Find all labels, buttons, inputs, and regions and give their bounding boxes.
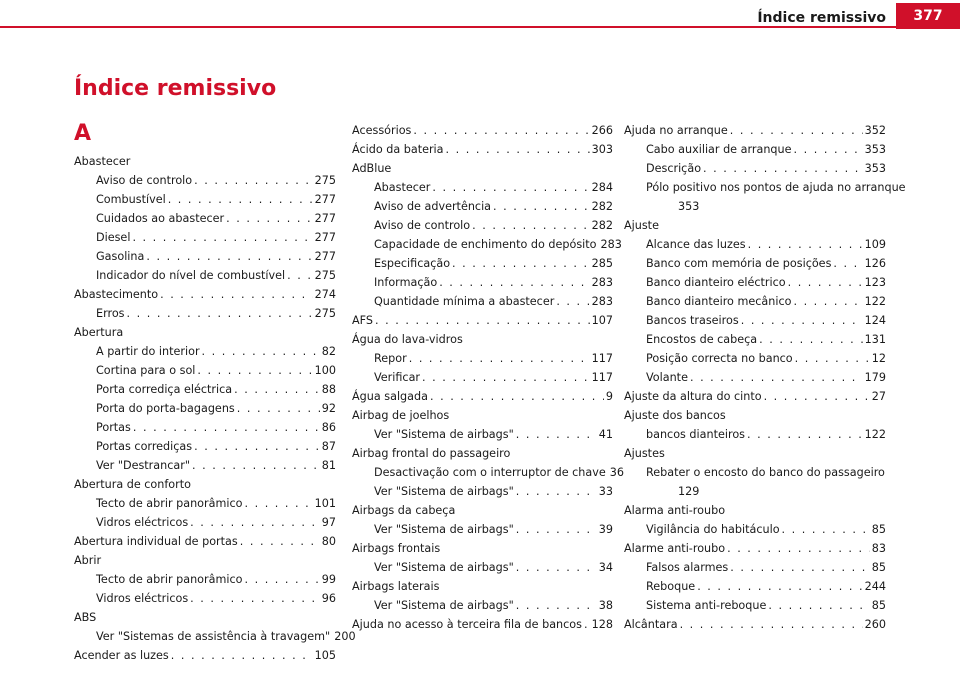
entry-text: Portas <box>96 421 131 434</box>
entry-page: 122 <box>864 428 886 441</box>
dot-leader <box>375 311 590 330</box>
entry-text: Ajuda no acesso à terceira fila de bancos <box>352 618 582 631</box>
entry-page: 33 <box>598 485 613 498</box>
dot-leader <box>202 342 320 361</box>
dot-leader <box>422 368 590 387</box>
entry-text: Encostos de cabeça <box>646 333 758 346</box>
entry-page: 124 <box>864 314 886 327</box>
entry-heading: Abastecer <box>74 155 131 168</box>
entry-text: Porta do porta-bagagens <box>96 402 235 415</box>
dot-leader <box>759 330 863 349</box>
dot-leader <box>190 513 320 532</box>
sub-entry <box>624 311 886 330</box>
sub-entry <box>352 349 613 368</box>
entry-text: Desactivação com o interruptor de chave <box>374 466 606 479</box>
sub-entry <box>352 596 613 615</box>
entry-text: Alarme anti-roubo <box>624 542 726 555</box>
sub-entry <box>352 254 613 273</box>
entry-page: 85 <box>871 599 886 612</box>
dot-leader <box>833 254 862 273</box>
entry-text: Banco dianteiro eléctrico <box>646 276 786 289</box>
sub-entry <box>74 513 336 532</box>
sub-entry <box>74 361 336 380</box>
entry-text: Indicador do nível de combustível <box>96 269 286 282</box>
entry-page: 352 <box>864 124 886 137</box>
dot-leader <box>146 247 312 266</box>
index-entry <box>352 539 613 577</box>
entry-text: Banco com memória de posições <box>646 257 832 270</box>
entry-page: 275 <box>314 174 336 187</box>
entry-text: Vigilância do habitáculo <box>646 523 780 536</box>
dot-leader <box>133 418 320 437</box>
entry-page: 129 <box>678 485 700 498</box>
entry-text: Ver "Sistema de airbags" <box>374 428 514 441</box>
entry-page: 282 <box>591 219 613 232</box>
dot-leader <box>171 646 313 665</box>
dot-leader <box>516 596 597 615</box>
index-entry <box>352 406 613 444</box>
entry-text: Ver "Destrancar" <box>96 459 190 472</box>
dot-leader <box>788 273 863 292</box>
entry-page: 117 <box>591 371 613 384</box>
dot-leader <box>192 456 320 475</box>
entry-page: 27 <box>871 390 886 403</box>
sub-entry <box>624 425 886 444</box>
sub-entry <box>352 425 613 444</box>
entry-heading: Água do lava-vidros <box>352 333 463 346</box>
entry-page: 285 <box>591 257 613 270</box>
index-entry <box>352 387 613 406</box>
entry-page: 283 <box>591 295 613 308</box>
entry-text: Aviso de advertência <box>374 200 492 213</box>
sub-entry <box>352 178 613 197</box>
entry-text: Ver "Sistema de airbags" <box>374 561 514 574</box>
entry-text: Reboque <box>646 580 696 593</box>
entry-line <box>624 121 886 140</box>
sub-entry <box>74 209 336 228</box>
sub-entry <box>74 304 336 323</box>
dot-leader <box>132 228 312 247</box>
entry-page: 82 <box>321 345 336 358</box>
dot-leader <box>127 304 313 323</box>
index-entry <box>624 406 886 444</box>
entry-page: 282 <box>591 200 613 213</box>
entry-page: 284 <box>591 181 613 194</box>
sub-entry <box>74 342 336 361</box>
sub-entry <box>74 247 336 266</box>
entry-text: Especificação <box>374 257 451 270</box>
entry-text: Sistema anti-reboque <box>646 599 767 612</box>
index-entry <box>624 444 886 501</box>
entry-text: Bancos traseiros <box>646 314 739 327</box>
sub-entry <box>352 463 625 482</box>
sub-entry <box>352 558 613 577</box>
index-entry <box>352 577 613 615</box>
sub-entry <box>74 627 356 646</box>
dot-leader <box>516 520 597 539</box>
letter-heading: A <box>74 121 92 146</box>
dot-leader <box>680 615 863 634</box>
entry-page: 83 <box>871 542 886 555</box>
sub-entry <box>74 380 336 399</box>
index-entry <box>352 159 622 311</box>
entry-page: 126 <box>864 257 886 270</box>
header-title: Índice remissivo <box>757 10 886 26</box>
dot-leader <box>244 570 319 589</box>
entry-text: Água salgada <box>352 390 428 403</box>
entry-line <box>74 646 336 665</box>
entry-text: Abertura individual de portas <box>74 535 238 548</box>
entry-page: 303 <box>591 143 613 156</box>
entry-heading: AdBlue <box>352 162 392 175</box>
dot-leader <box>430 387 604 406</box>
entry-heading: Alarma anti-roubo <box>624 504 726 517</box>
sub-entry <box>624 330 886 349</box>
dot-leader <box>794 140 863 159</box>
sub-entry <box>624 292 886 311</box>
entry-text: Cabo auxiliar de arranque <box>646 143 792 156</box>
dot-leader <box>747 425 863 444</box>
entry-line <box>352 121 613 140</box>
entry-heading: Abertura <box>74 326 124 339</box>
index-entry <box>74 152 336 285</box>
entry-page: 92 <box>321 402 336 415</box>
entry-page: 99 <box>321 573 336 586</box>
entry-text: Ácido da bateria <box>352 143 444 156</box>
dot-leader <box>793 292 862 311</box>
entry-line <box>352 387 613 406</box>
entry-page: 85 <box>871 523 886 536</box>
sub-entry <box>624 368 886 387</box>
dot-leader <box>516 558 597 577</box>
entry-page: 275 <box>314 307 336 320</box>
entry-page: 122 <box>864 295 886 308</box>
entry-text: Gasolina <box>96 250 145 263</box>
sub-entry <box>352 368 613 387</box>
entry-page: 39 <box>598 523 613 536</box>
index-entry <box>352 501 613 539</box>
entry-text: Ajuste da altura do cinto <box>624 390 762 403</box>
sub-entry <box>74 399 336 418</box>
entry-page: 86 <box>321 421 336 434</box>
dot-leader <box>197 361 312 380</box>
entry-heading: Abertura de conforto <box>74 478 191 491</box>
entry-text: Vidros eléctricos <box>96 592 189 605</box>
sub-entry <box>74 190 336 209</box>
sub-entry <box>624 463 886 501</box>
entry-line <box>624 615 886 634</box>
sub-entry <box>352 197 613 216</box>
entry-text: Acessórios <box>352 124 412 137</box>
sub-entry <box>624 159 886 178</box>
entry-page: 277 <box>314 250 336 263</box>
entry-text: Abastecimento <box>74 288 159 301</box>
index-entry <box>624 216 886 387</box>
entry-page: 200 <box>334 630 356 643</box>
entry-text: Pólo positivo nos pontos de ajuda no arranque <box>646 181 906 194</box>
dot-leader <box>446 140 590 159</box>
entry-text: Ajuda no arranque <box>624 124 728 137</box>
dot-leader <box>493 197 590 216</box>
entry-text: Combustível <box>96 193 166 206</box>
sub-entry <box>74 171 336 190</box>
entry-page: 85 <box>871 561 886 574</box>
entry-line <box>624 539 886 558</box>
sub-entry <box>352 482 613 501</box>
dot-leader <box>764 387 870 406</box>
entry-page: 275 <box>314 269 336 282</box>
entry-page: 117 <box>591 352 613 365</box>
sub-entry <box>624 254 886 273</box>
dot-leader <box>516 425 597 444</box>
entry-text: Verificar <box>374 371 421 384</box>
entry-heading: Airbags laterais <box>352 580 440 593</box>
index-entry <box>352 140 613 159</box>
index-entry <box>352 330 613 387</box>
entry-text: Cuidados ao abastecer <box>96 212 225 225</box>
dot-leader <box>234 380 320 399</box>
entry-text: Abastecer <box>374 181 431 194</box>
entry-page: 131 <box>864 333 886 346</box>
entry-line <box>352 311 613 330</box>
index-entry <box>624 501 886 539</box>
entry-text: A partir do interior <box>96 345 200 358</box>
sub-entry <box>624 235 886 254</box>
entry-text: Alcântara <box>624 618 678 631</box>
sub-entry <box>624 178 906 216</box>
entry-page: 96 <box>321 592 336 605</box>
entry-page: 81 <box>321 459 336 472</box>
index-entry <box>74 608 356 646</box>
dot-leader <box>703 159 863 178</box>
entry-page: 123 <box>864 276 886 289</box>
index-entry <box>74 285 336 323</box>
entry-page: 277 <box>314 193 336 206</box>
entry-page: 283 <box>591 276 613 289</box>
sub-entry <box>74 456 336 475</box>
entry-page: 128 <box>591 618 613 631</box>
index-entry <box>352 444 625 501</box>
entry-page: 36 <box>609 466 625 479</box>
entry-text: Porta corrediça eléctrica <box>96 383 233 396</box>
entry-page: 353 <box>864 162 886 175</box>
entry-page: 9 <box>605 390 613 403</box>
dot-leader <box>240 532 320 551</box>
sub-entry <box>352 292 613 311</box>
entry-text: Cortina para o sol <box>96 364 196 377</box>
entry-heading: Airbag de joelhos <box>352 409 450 422</box>
dot-leader <box>690 368 863 387</box>
entry-heading: Abrir <box>74 554 102 567</box>
entry-line <box>74 532 336 551</box>
entry-heading: Ajustes <box>624 447 665 460</box>
entry-text: Aviso de controlo <box>374 219 471 232</box>
entry-text: Descrição <box>646 162 702 175</box>
entry-page: 277 <box>314 231 336 244</box>
entry-page: 97 <box>321 516 336 529</box>
dot-leader <box>226 209 313 228</box>
entry-page: 277 <box>314 212 336 225</box>
entry-heading: Ajuste <box>624 219 659 232</box>
entry-page: 244 <box>864 580 886 593</box>
dot-leader <box>194 171 313 190</box>
dot-leader <box>748 235 863 254</box>
sub-entry <box>624 273 886 292</box>
index-entry <box>624 615 886 634</box>
entry-text: Quantidade mínima a abastecer <box>374 295 555 308</box>
entry-text: Ver "Sistema de airbags" <box>374 599 514 612</box>
sub-entry <box>74 266 336 285</box>
entry-page: 41 <box>598 428 613 441</box>
entry-heading: Airbags da cabeça <box>352 504 456 517</box>
index-entry <box>624 387 886 406</box>
entry-heading: Airbags frontais <box>352 542 441 555</box>
entry-text: Informação <box>374 276 438 289</box>
dot-leader <box>413 121 589 140</box>
sub-entry <box>624 140 886 159</box>
entry-text: Volante <box>646 371 688 384</box>
index-entry <box>74 646 336 665</box>
entry-page: 353 <box>678 200 700 213</box>
dot-leader <box>168 190 313 209</box>
sub-entry <box>624 349 886 368</box>
dot-leader <box>768 596 869 615</box>
entry-text: Falsos alarmes <box>646 561 729 574</box>
entry-text: AFS <box>352 314 373 327</box>
index-entry <box>352 121 613 140</box>
entry-text: Vidros eléctricos <box>96 516 189 529</box>
entry-text: Banco dianteiro mecânico <box>646 295 792 308</box>
entry-text: bancos dianteiros <box>646 428 745 441</box>
entry-text: Ver "Sistemas de assistência à travagem" <box>96 630 331 643</box>
sub-entry <box>352 216 613 235</box>
index-entry <box>74 475 336 532</box>
index-entry <box>352 615 613 634</box>
index-entry <box>352 311 613 330</box>
dot-leader <box>244 494 312 513</box>
entry-text: Diesel <box>96 231 131 244</box>
sub-entry <box>74 589 336 608</box>
dot-leader <box>160 285 313 304</box>
index-entry <box>624 121 906 216</box>
entry-page: 80 <box>321 535 336 548</box>
entry-text: Aviso de controlo <box>96 174 193 187</box>
dot-leader <box>194 437 320 456</box>
entry-text: Tecto de abrir panorâmico <box>96 497 243 510</box>
entry-heading: ABS <box>74 611 97 624</box>
sub-entry <box>74 228 336 247</box>
dot-leader <box>409 349 590 368</box>
entry-heading: Ajuste dos bancos <box>624 409 726 422</box>
entry-line <box>352 615 613 634</box>
entry-page: 353 <box>864 143 886 156</box>
entry-page: 179 <box>864 371 886 384</box>
entry-page: 109 <box>864 238 886 251</box>
entry-page: 38 <box>598 599 613 612</box>
sub-entry <box>624 520 886 539</box>
entry-line <box>624 387 886 406</box>
dot-leader <box>727 539 870 558</box>
entry-text: Ver "Sistema de airbags" <box>374 485 514 498</box>
sub-entry <box>74 494 336 513</box>
entry-page: 105 <box>314 649 336 662</box>
dot-leader <box>287 266 313 285</box>
sub-entry <box>624 577 886 596</box>
dot-leader <box>432 178 589 197</box>
index-entry <box>74 532 336 551</box>
dot-leader <box>584 615 590 634</box>
entry-text: Ver "Sistema de airbags" <box>374 523 514 536</box>
index-entry <box>74 323 336 475</box>
entry-page: 266 <box>591 124 613 137</box>
dot-leader <box>795 349 870 368</box>
entry-page: 34 <box>598 561 613 574</box>
page-heading: Índice remissivo <box>74 76 277 101</box>
entry-heading: Airbag frontal do passageiro <box>352 447 511 460</box>
entry-page: 100 <box>314 364 336 377</box>
entry-line <box>352 140 613 159</box>
sub-entry <box>624 558 886 577</box>
entry-text: Tecto de abrir panorâmico <box>96 573 243 586</box>
dot-leader <box>516 482 597 501</box>
entry-page: 88 <box>321 383 336 396</box>
entry-text: Repor <box>374 352 407 365</box>
sub-entry <box>74 418 336 437</box>
index-entry <box>74 551 336 608</box>
sub-entry <box>352 235 622 254</box>
sub-entry <box>74 437 336 456</box>
entry-text: Capacidade de enchimento do depósito <box>374 238 597 251</box>
sub-entry <box>74 570 336 589</box>
entry-page: 283 <box>600 238 622 251</box>
entry-page: 12 <box>871 352 886 365</box>
dot-leader <box>190 589 320 608</box>
page-number-badge: 377 <box>896 3 960 29</box>
entry-text: Erros <box>96 307 125 320</box>
dot-leader <box>472 216 590 235</box>
sub-entry <box>624 596 886 615</box>
dot-leader <box>730 558 869 577</box>
entry-text: Portas corrediças <box>96 440 193 453</box>
entry-text: Rebater o encosto do banco do passageiro <box>646 466 885 479</box>
index-entry <box>624 539 886 615</box>
entry-text: Alcance das luzes <box>646 238 746 251</box>
index-column-3 <box>624 121 906 634</box>
dot-leader <box>439 273 589 292</box>
dot-leader <box>237 399 320 418</box>
dot-leader <box>730 121 863 140</box>
dot-leader <box>452 254 590 273</box>
entry-page: 107 <box>591 314 613 327</box>
entry-line <box>74 285 336 304</box>
entry-text: Acender as luzes <box>74 649 169 662</box>
dot-leader <box>741 311 863 330</box>
dot-leader <box>697 577 862 596</box>
header-rule <box>0 26 896 28</box>
dot-leader <box>556 292 589 311</box>
entry-page: 274 <box>314 288 336 301</box>
entry-page: 87 <box>321 440 336 453</box>
entry-page: 260 <box>864 618 886 631</box>
sub-entry <box>352 520 613 539</box>
index-column-1 <box>74 152 356 665</box>
dot-leader <box>782 520 870 539</box>
sub-entry <box>352 273 613 292</box>
entry-text: Posição correcta no banco <box>646 352 793 365</box>
entry-page: 101 <box>314 497 336 510</box>
index-column-2 <box>352 121 625 634</box>
